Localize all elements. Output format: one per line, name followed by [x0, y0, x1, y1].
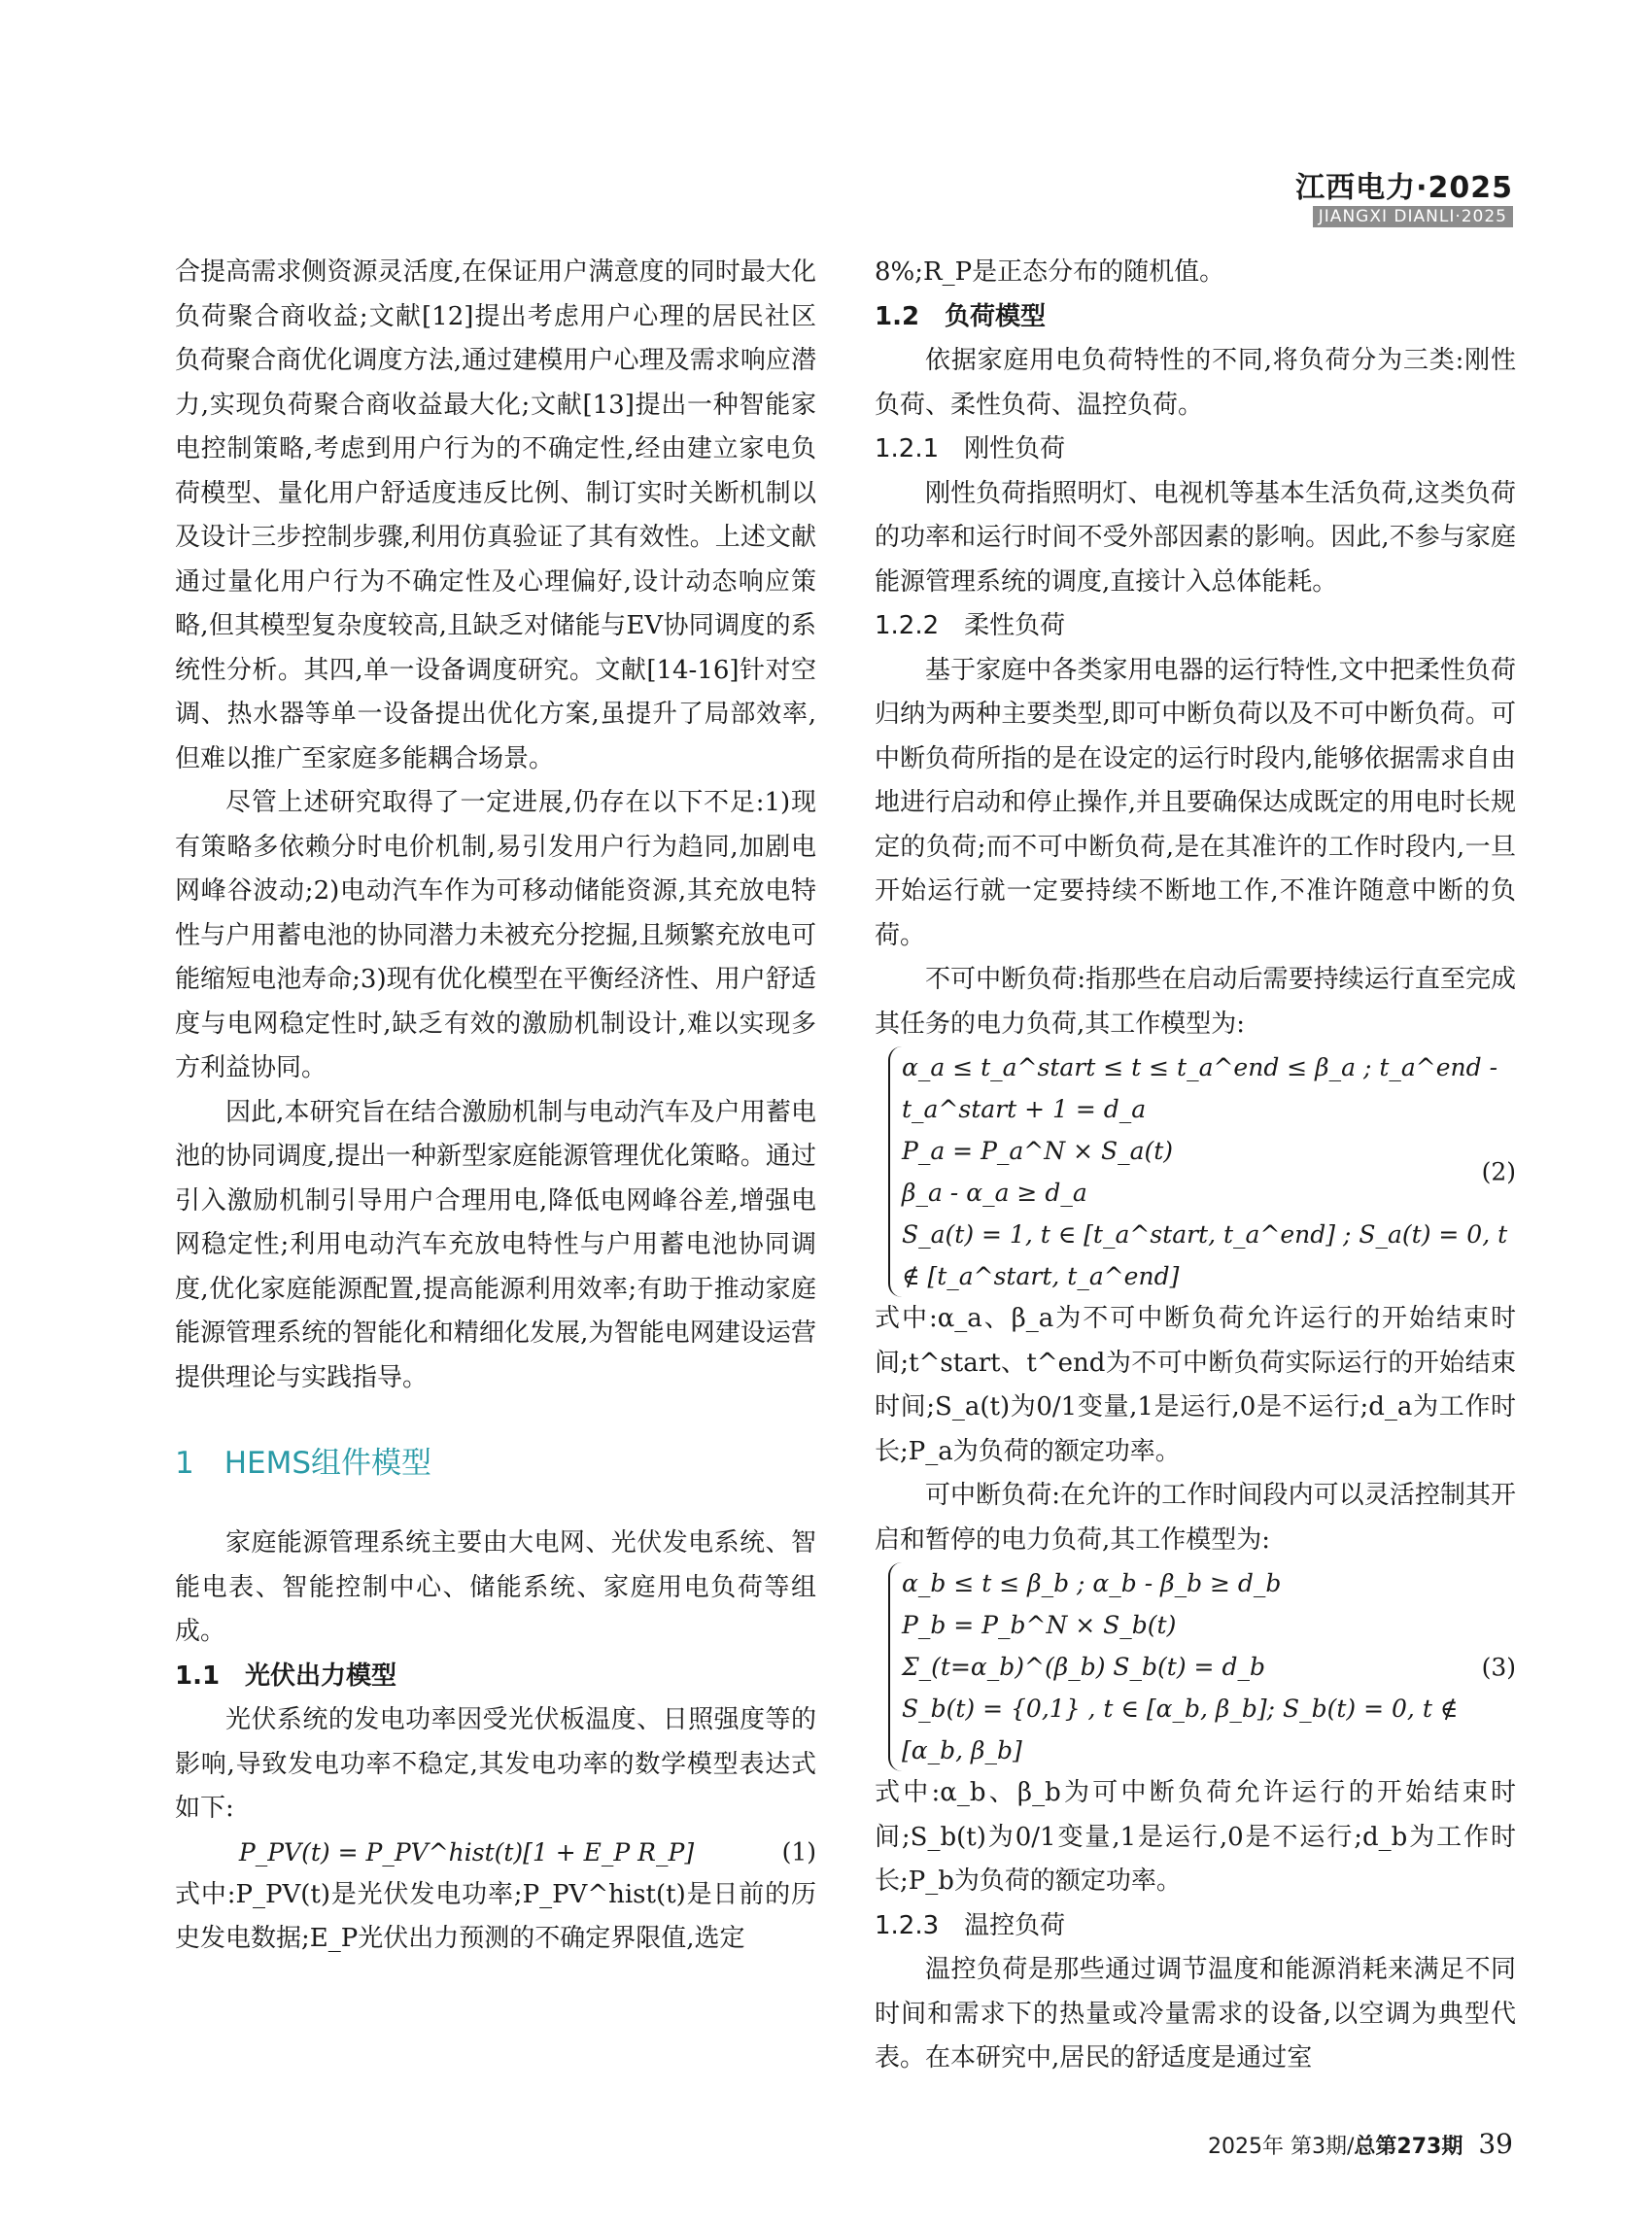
equation-1-body: P_PV(t) = P_PV^hist(t)[1 + E_P R_P] [238, 1837, 695, 1866]
paragraph: 尽管上述研究取得了一定进展,仍存在以下不足:1)现有策略多依赖分时电价机制,易引发用户行为趋同,加剧电网峰谷波动;2)电动汽车作为可移动储能资源,其充放电特性与户用蓄电池的协同潜力未被充分挖掘,且频繁充放电可能缩短电池寿命;3)现有优化模型在平衡经济性、用户舒适度与电网稳定性时,缺乏有效的激励机制设计,难以实现多方利益协同。 [175, 788, 816, 1082]
subsection-heading-1-2-2: 1.2.2 柔性负荷 [875, 611, 1066, 640]
equation-2 [875, 1046, 1516, 1297]
page-number: 39 [1478, 2128, 1513, 2160]
paragraph: 基于家庭中各类家用电器的运行特性,文中把柔性负荷归纳为两种主要类型,即可中断负荷以及不可中断负荷。可中断负荷所指的是在设定的运行时段内,能够依据需求自由地进行启动和停止操作,并且要确保达成既定的用电时长规定的负荷;而不可中断负荷,是在其准许的工作时段内,一旦开始运行就一定要持续不断地工作,不准许随意中断的负荷。 [875, 655, 1516, 950]
equation-line: β_a - α_a ≥ d_a [902, 1179, 1087, 1207]
equation-number: (2) [1481, 1157, 1516, 1186]
equation-line: P_b = P_b^N × S_b(t) [902, 1611, 1177, 1639]
paragraph: 8%;R_P是正态分布的随机值。 [875, 257, 1225, 287]
right-column [875, 251, 1516, 2081]
subsection-heading-1-2: 1.2 负荷模型 [875, 301, 1047, 331]
paragraph: 家庭能源管理系统主要由大电网、光伏发电系统、智能电表、智能控制中心、储能系统、家庭用电负荷等组成。 [175, 1528, 816, 1646]
equation-line: S_b(t) = {0,1} , t ∈ [α_b, β_b]; S_b(t) = 0, t ∉ [α_b, β_b] [902, 1695, 1459, 1764]
paragraph: 光伏系统的发电功率因受光伏板温度、日照强度等的影响,导致发电功率不稳定,其发电功率的数学模型表达式如下: [175, 1705, 816, 1823]
paragraph: 式中:α_a、β_a为不可中断负荷允许运行的开始结束时间;t^start、t^end为不可中断负荷实际运行的开始结束时间;S_a(t)为0/1变量,1是运行,0是不运行;d_a为工作时长;P_a为负荷的额定功率。 [875, 1304, 1516, 1466]
equation-line: α_b ≤ t ≤ β_b ; α_b - β_b ≥ d_b [902, 1569, 1282, 1597]
issue-label: 2025年 第3期/ [1208, 2135, 1355, 2159]
equation-3 [875, 1562, 1516, 1771]
page-footer [1208, 2128, 1513, 2160]
paragraph: 刚性负荷指照明灯、电视机等基本生活负荷,这类负荷的功率和运行时间不受外部因素的影响。因此,不参与家庭能源管理系统的调度,直接计入总体能耗。 [875, 478, 1516, 597]
equation-line: S_a(t) = 1, t ∈ [t_a^start, t_a^end] ; S_a(t) = 0, t ∉ [t_a^start, t_a^end] [902, 1220, 1508, 1290]
left-column [175, 251, 816, 1962]
paragraph: 式中:α_b、β_b为可中断负荷允许运行的开始结束时间;S_b(t)为0/1变量,1是运行,0是不运行;d_b为工作时长;P_b为负荷的额定功率。 [875, 1778, 1516, 1896]
equation-line: Σ_(t=α_b)^(β_b) S_b(t) = d_b [902, 1653, 1265, 1681]
equation-line: α_a ≤ t_a^start ≤ t ≤ t_a^end ≤ β_a ; t_a^end - t_a^start + 1 = d_a [902, 1053, 1498, 1123]
subsection-heading-1-2-3: 1.2.3 温控负荷 [875, 1910, 1066, 1940]
journal-title: 江西电力·2025 [1295, 171, 1513, 205]
equation-number: (1) [781, 1837, 816, 1866]
paragraph: 式中:P_PV(t)是光伏发电功率;P_PV^hist(t)是日前的历史发电数据;E_P光伏出力预测的不确定界限值,选定 [175, 1879, 816, 1953]
journal-subtitle: JIANGXI DIANLI·2025 [1313, 206, 1513, 227]
paragraph: 依据家庭用电负荷特性的不同,将负荷分为三类:刚性负荷、柔性负荷、温控负荷。 [875, 346, 1516, 420]
equation-1 [175, 1832, 816, 1873]
paragraph: 温控负荷是那些通过调节温度和能源消耗来满足不同时间和需求下的热量或冷量需求的设备,以空调为典型代表。在本研究中,居民的舒适度是通过室 [875, 1955, 1516, 2072]
paragraph: 合提高需求侧资源灵活度,在保证用户满意度的同时最大化负荷聚合商收益;文献[12]提出考虑用户心理的居民社区负荷聚合商优化调度方法,通过建模用户心理及需求响应潜力,实现负荷聚合商收益最大化;文献[13]提出一种智能家电控制策略,考虑到用户行为的不确定性,经由建立家电负荷模型、量化用户舒适度违反比例、制订实时关断机制以及设计三步控制步骤,利用仿真验证了其有效性。上述文献通过量化用户行为不确定性及心理偏好,设计动态响应策略,但其模型复杂度较高,且缺乏对储能与EV协同调度的系统性分析。其四,单一设备调度研究。文献[14-16]针对空调、热水器等单一设备提出优化方案,虽提升了局部效率,但难以推广至家庭多能耦合场景。 [175, 257, 816, 773]
paragraph: 因此,本研究旨在结合激励机制与电动汽车及户用蓄电池的协同调度,提出一种新型家庭能源管理优化策略。通过引入激励机制引导用户合理用电,降低电网峰谷差,增强电网稳定性;利用电动汽车充放电特性与户用蓄电池协同调度,优化家庭能源配置,提高能源利用效率;有助于推动家庭能源管理系统的智能化和精细化发展,为智能电网建设运营提供理论与实践指导。 [175, 1097, 816, 1392]
paragraph: 不可中断负荷:指那些在启动后需要持续运行直至完成其任务的电力负荷,其工作模型为: [875, 965, 1516, 1039]
section-heading-1: 1 HEMS组件模型 [175, 1446, 432, 1481]
equation-number: (3) [1481, 1653, 1516, 1681]
total-issue-label: 总第273期 [1354, 2135, 1463, 2159]
equation-line: P_a = P_a^N × S_a(t) [902, 1137, 1174, 1165]
subsection-heading-1-2-1: 1.2.1 刚性负荷 [875, 434, 1066, 463]
paragraph: 可中断负荷:在允许的工作时间段内可以灵活控制其开启和暂停的电力负荷,其工作模型为: [875, 1481, 1516, 1555]
subsection-heading-1-1: 1.1 光伏出力模型 [175, 1661, 397, 1691]
